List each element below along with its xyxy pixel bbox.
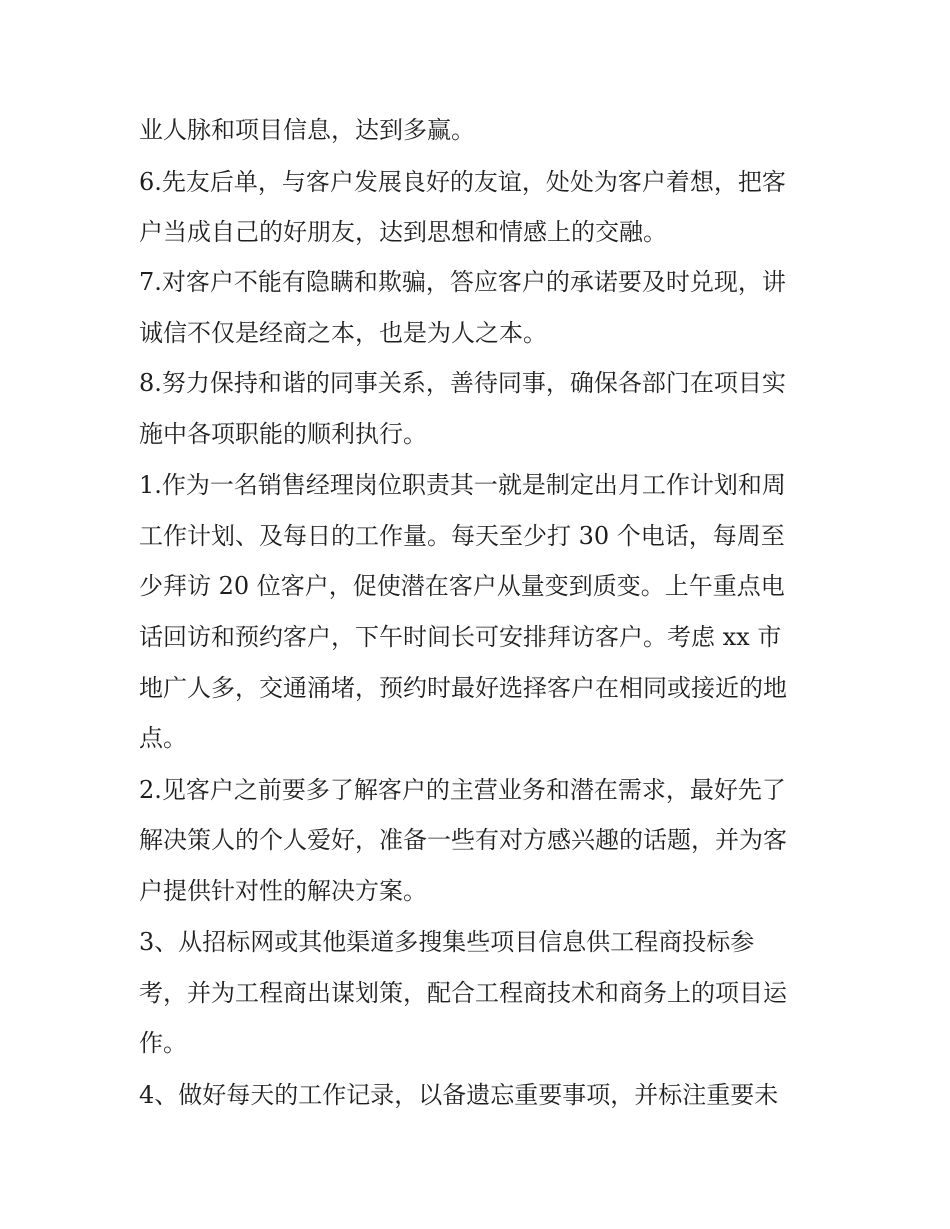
- text-line-4: 7.对客户不能有隐瞒和欺骗，答应客户的承诺要及时兑现，讲: [139, 268, 786, 296]
- text-line-3: 户当成自己的好朋友，达到思想和情感上的交融。: [139, 218, 667, 246]
- text-line-12: 地广人多，交通涌堵，预约时最好选择客户在相同或接近的地: [139, 674, 787, 702]
- text-line-18: 考，并为工程商出谋划策，配合工程商技术和商务上的项目运: [139, 979, 787, 1007]
- text-line-17: 3、从招标网或其他渠道多搜集些项目信息供工程商投标参: [139, 928, 755, 956]
- text-line-10: 少拜访 20 位客户，促使潜在客户从量变到质变。上午重点电: [139, 572, 785, 600]
- text-line-16: 户提供针对性的解决方案。: [139, 877, 427, 905]
- text-line-5: 诚信不仅是经商之本，也是为人之本。: [139, 319, 547, 347]
- text-line-15: 解决策人的个人爱好，准备一些有对方感兴趣的话题，并为客: [139, 826, 787, 854]
- text-line-2: 6.先友后单，与客户发展良好的友谊，处处为客户着想，把客: [139, 168, 786, 196]
- text-line-13: 点。: [139, 724, 187, 752]
- text-line-20: 4、做好每天的工作记录，以备遗忘重要事项，并标注重要未: [139, 1081, 779, 1109]
- text-line-1: 业人脉和项目信息，达到多赢。: [139, 116, 475, 144]
- text-line-19: 作。: [139, 1029, 187, 1057]
- text-line-6: 8.努力保持和谐的同事关系，善待同事，确保各部门在项目实: [139, 369, 786, 397]
- text-line-11: 话回访和预约客户，下午时间长可安排拜访客户。考虑 xx 市: [139, 623, 782, 651]
- text-line-8: 1.作为一名销售经理岗位职责其一就是制定出月工作计划和周: [139, 471, 786, 499]
- text-line-7: 施中各项职能的顺利执行。: [139, 420, 427, 448]
- text-line-14: 2.见客户之前要多了解客户的主营业务和潜在需求，最好先了: [139, 776, 786, 804]
- text-line-9: 工作计划、及每日的工作量。每天至少打 30 个电话，每周至: [139, 522, 785, 550]
